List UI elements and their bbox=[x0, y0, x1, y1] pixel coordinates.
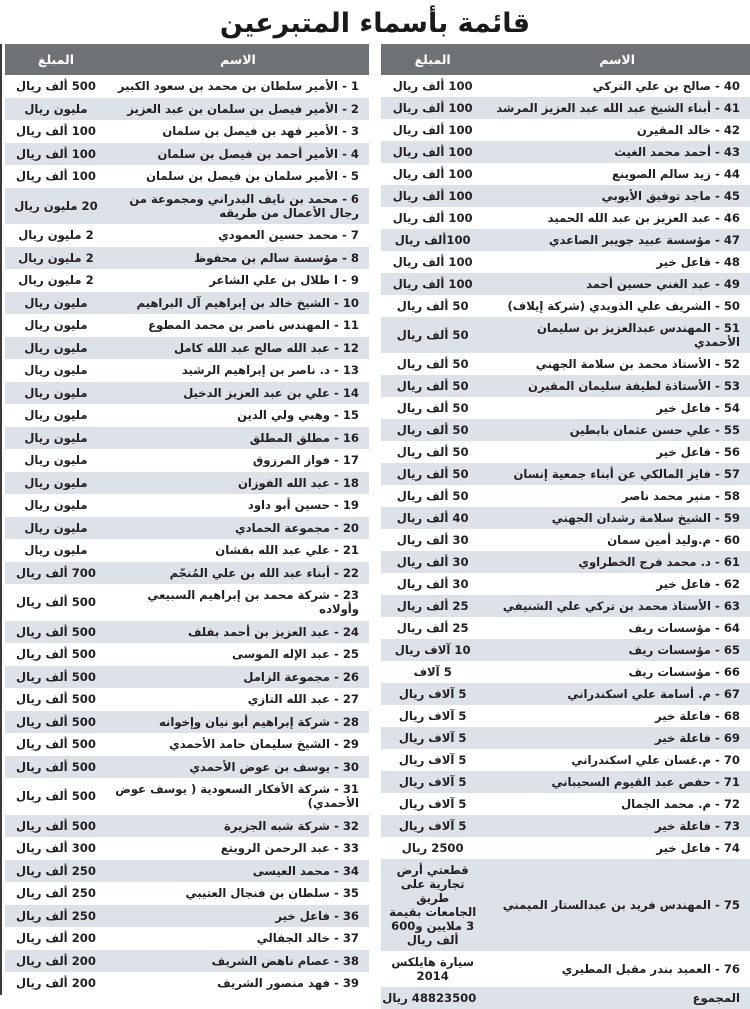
donor-name: 9 - ا طلال بن علي الشاعر bbox=[107, 269, 369, 292]
table-row bbox=[381, 295, 750, 317]
table-row bbox=[5, 837, 369, 860]
donor-name: 74 - فاعل خير bbox=[484, 837, 750, 859]
table-row bbox=[5, 733, 369, 756]
donation-amount: مليون ريال bbox=[5, 382, 107, 405]
donor-name: 36 - فاعل خير bbox=[107, 905, 369, 928]
donor-name: 33 - عبد الرحمن الرويتع bbox=[107, 837, 369, 860]
page-title: قائمة بأسماء المتبرعين bbox=[219, 8, 531, 39]
donors-table-left bbox=[381, 44, 750, 1009]
donation-amount: 200 ألف ريال bbox=[5, 927, 107, 950]
table-row bbox=[5, 188, 369, 225]
table-row bbox=[381, 727, 750, 749]
table-row bbox=[381, 419, 750, 441]
donation-amount: 250 ألف ريال bbox=[5, 905, 107, 928]
donor-name: 14 - علي بن عبد العزيز الدخيل bbox=[107, 382, 369, 405]
donation-amount: 50 ألف ريال bbox=[381, 375, 484, 397]
donation-amount: 250 ألف ريال bbox=[5, 882, 107, 905]
table-row bbox=[381, 771, 750, 793]
donation-amount: 100 ألف ريال bbox=[381, 207, 484, 229]
table-row bbox=[5, 562, 369, 585]
table-row bbox=[381, 353, 750, 375]
table-row bbox=[5, 927, 369, 950]
donor-name: 37 - خالد الجفالي bbox=[107, 927, 369, 950]
donation-amount: 5 آلاف ريال bbox=[381, 771, 484, 793]
donor-name: 59 - الشيخ سلامة رشدان الجهني bbox=[484, 507, 750, 529]
donation-amount: 2 مليون ريال bbox=[5, 269, 107, 292]
donation-amount: مليون ريال bbox=[5, 449, 107, 472]
column-header-name: الاسم bbox=[107, 44, 369, 75]
table-row bbox=[5, 98, 369, 121]
table-row bbox=[381, 793, 750, 815]
donation-amount: 50 ألف ريال bbox=[381, 441, 484, 463]
donation-amount: 25 ألف ريال bbox=[381, 617, 484, 639]
donation-amount: 200 ألف ريال bbox=[5, 950, 107, 973]
table-row bbox=[5, 815, 369, 838]
donation-amount: 500 ألف ريال bbox=[5, 688, 107, 711]
donation-amount: 500 ألف ريال bbox=[5, 756, 107, 779]
right-table-body bbox=[5, 75, 369, 995]
donor-name: 38 - عصام ناهض الشريف bbox=[107, 950, 369, 973]
table-row bbox=[5, 292, 369, 315]
table-row bbox=[381, 859, 750, 951]
donor-name: 47 - مؤسسة عبيد جويبر الصاعدي bbox=[484, 229, 750, 251]
donation-amount: 500 ألف ريال bbox=[5, 621, 107, 644]
donor-name: 44 - زيد سالم الصوينع bbox=[484, 163, 750, 185]
donation-amount: 100 ألف ريال bbox=[381, 141, 484, 163]
donation-amount: 5 آلاف ريال bbox=[381, 749, 484, 771]
donor-name: 31 - شركة الأفكار السعودية ( يوسف عوض الأحمدي) bbox=[107, 778, 369, 815]
table-row bbox=[381, 815, 750, 837]
donor-name: 34 - محمد العيسى bbox=[107, 860, 369, 883]
table-row bbox=[381, 75, 750, 97]
donor-name: 55 - علي حسن عثمان بابطين bbox=[484, 419, 750, 441]
table-row bbox=[381, 317, 750, 353]
donation-amount: 500 ألف ريال bbox=[5, 711, 107, 734]
table-row bbox=[5, 143, 369, 166]
table-row bbox=[5, 860, 369, 883]
donation-amount: 5 آلاف ريال bbox=[381, 727, 484, 749]
donation-amount: 100 ألف ريال bbox=[381, 75, 484, 97]
donor-name: 41 - أبناء الشيخ عبد الله عبد العزيز المرشد bbox=[484, 97, 750, 119]
donor-name: 51 - المهندس عبدالعزيز بن سليمان الأحمدي bbox=[484, 317, 750, 353]
donor-name: 22 - أبناء عبد الله بن علي المُنجّم bbox=[107, 562, 369, 585]
table-row bbox=[5, 247, 369, 270]
donor-name: 29 - الشيخ سليمان حامد الأحمدي bbox=[107, 733, 369, 756]
table-row bbox=[381, 229, 750, 251]
donor-name: 45 - ماجد توفيق الأيوبي bbox=[484, 185, 750, 207]
donation-amount: 5 آلاف ريال bbox=[381, 705, 484, 727]
donation-amount: 50 ألف ريال bbox=[381, 463, 484, 485]
table-row bbox=[381, 141, 750, 163]
donation-amount: 300 ألف ريال bbox=[5, 837, 107, 860]
table-row bbox=[5, 621, 369, 644]
table-row bbox=[5, 643, 369, 666]
donation-amount: 100 ألف ريال bbox=[381, 185, 484, 207]
table-row bbox=[5, 905, 369, 928]
donation-amount: 100 ألف ريال bbox=[381, 251, 484, 273]
table-row bbox=[381, 185, 750, 207]
donation-amount: 5 آلاف bbox=[381, 661, 484, 683]
table-row bbox=[381, 661, 750, 683]
donor-name: 61 - د. محمد فرج الخطراوي bbox=[484, 551, 750, 573]
donor-name: 60 - م.وليد أمين سمان bbox=[484, 529, 750, 551]
donor-name: 54 - فاعل خير bbox=[484, 397, 750, 419]
donor-name: 50 - الشريف علي الذويدي (شركة إيلاف) bbox=[484, 295, 750, 317]
donor-name: 43 - أحمد محمد الغيث bbox=[484, 141, 750, 163]
donation-amount: 50 ألف ريال bbox=[381, 353, 484, 375]
donor-name: 71 - حفص عبد القيوم السحيباني bbox=[484, 771, 750, 793]
donor-name: 26 - مجموعة الزامل bbox=[107, 666, 369, 689]
donor-name: 4 - الأمير أحمد بن فيصل بن سلمان bbox=[107, 143, 369, 166]
donation-amount: 200 ألف ريال bbox=[5, 972, 107, 995]
table-row bbox=[5, 75, 369, 98]
donation-amount: مليون ريال bbox=[5, 359, 107, 382]
table-row bbox=[5, 337, 369, 360]
donor-name: 52 - الأستاذ محمد بن سلامة الجهني bbox=[484, 353, 750, 375]
donation-amount: 100 ألف ريال bbox=[5, 165, 107, 188]
column-header-name: الاسم bbox=[484, 44, 750, 75]
donor-name: 8 - مؤسسة سالم بن محفوظ bbox=[107, 247, 369, 270]
table-row bbox=[381, 507, 750, 529]
table-row bbox=[381, 273, 750, 295]
table-row bbox=[5, 950, 369, 973]
donation-amount: 500 ألف ريال bbox=[5, 733, 107, 756]
donor-name: 62 - فاعل خير bbox=[484, 573, 750, 595]
donor-name: 16 - مطلق المطلق bbox=[107, 427, 369, 450]
donor-name: 39 - فهد منصور الشريف bbox=[107, 972, 369, 995]
donation-amount: سيارة هايلكس 2014 bbox=[381, 951, 484, 987]
table-row bbox=[5, 449, 369, 472]
table-row bbox=[5, 314, 369, 337]
donation-amount: 30 ألف ريال bbox=[381, 573, 484, 595]
table-row bbox=[5, 711, 369, 734]
donor-name: 30 - يوسف بن عوض الأحمدي bbox=[107, 756, 369, 779]
donor-name: 48 - فاعل خير bbox=[484, 251, 750, 273]
donor-name: 17 - فواز المرزوق bbox=[107, 449, 369, 472]
table-row bbox=[381, 485, 750, 507]
table-row bbox=[381, 251, 750, 273]
table-row bbox=[5, 165, 369, 188]
donor-name: 25 - عبد الإله الموسى bbox=[107, 643, 369, 666]
donation-amount: 5 آلاف ريال bbox=[381, 793, 484, 815]
tables-container bbox=[0, 44, 750, 1009]
table-row bbox=[5, 359, 369, 382]
donation-amount: 500 ألف ريال bbox=[5, 778, 107, 815]
donation-amount: 40 ألف ريال bbox=[381, 507, 484, 529]
table-row bbox=[381, 683, 750, 705]
donor-name: 28 - شركة إبراهيم أبو نيان وإخوانه bbox=[107, 711, 369, 734]
donation-amount: 100 ألف ريال bbox=[381, 119, 484, 141]
table-row bbox=[381, 119, 750, 141]
donation-amount: 10 آلاف ريال bbox=[381, 639, 484, 661]
table-row bbox=[381, 551, 750, 573]
donor-name: 57 - فايز المالكي عن أبناء جمعية إنسان bbox=[484, 463, 750, 485]
column-header-amount: المبلغ bbox=[5, 44, 107, 75]
donation-amount: 100 ألف ريال bbox=[381, 273, 484, 295]
table-row bbox=[5, 688, 369, 711]
donor-name: 1 - الأمير سلطان بن محمد بن سعود الكبير bbox=[107, 75, 369, 98]
donation-amount: مليون ريال bbox=[5, 539, 107, 562]
table-header-row bbox=[381, 44, 750, 75]
donor-name: 68 - فاعلة خير bbox=[484, 705, 750, 727]
donor-name: 42 - خالد المقيرن bbox=[484, 119, 750, 141]
donation-amount: مليون ريال bbox=[5, 472, 107, 495]
table-row bbox=[381, 749, 750, 771]
donor-name: 3 - الأمير فهد بن فيصل بن سلمان bbox=[107, 120, 369, 143]
donation-amount: 30 ألف ريال bbox=[381, 529, 484, 551]
donor-name: 70 - م.غسان علي اسكندراني bbox=[484, 749, 750, 771]
donor-name: 76 - العميد بندر مقبل المطيري bbox=[484, 951, 750, 987]
table-row bbox=[5, 120, 369, 143]
donation-amount: مليون ريال bbox=[5, 517, 107, 540]
total-label: المجموع bbox=[484, 987, 750, 1009]
donation-amount: مليون ريال bbox=[5, 314, 107, 337]
donation-amount: 50 ألف ريال bbox=[381, 397, 484, 419]
column-header-amount: المبلغ bbox=[381, 44, 484, 75]
donation-amount: مليون ريال bbox=[5, 494, 107, 517]
donor-name: 69 - فاعلة خير bbox=[484, 727, 750, 749]
donation-amount: 20 مليون ريال bbox=[5, 188, 107, 225]
table-row bbox=[5, 427, 369, 450]
donor-name: 21 - علي عبد الله بقشان bbox=[107, 539, 369, 562]
donor-name: 58 - منير محمد ناصر bbox=[484, 485, 750, 507]
donor-name: 5 - الأمير سلمان بن فيصل بن سلمان bbox=[107, 165, 369, 188]
donor-name: 7 - محمد حسين العمودي bbox=[107, 224, 369, 247]
right-table-column bbox=[0, 44, 369, 995]
donor-name: 66 - مؤسسات ريف bbox=[484, 661, 750, 683]
donor-name: 40 - صالح بن علي التركي bbox=[484, 75, 750, 97]
left-table-body bbox=[381, 75, 750, 1009]
donor-name: 10 - الشيخ خالد بن إبراهيم آل البراهيم bbox=[107, 292, 369, 315]
donation-amount: مليون ريال bbox=[5, 292, 107, 315]
table-row bbox=[5, 517, 369, 540]
donation-amount: 100 ألف ريال bbox=[381, 97, 484, 119]
table-row bbox=[5, 472, 369, 495]
table-row bbox=[5, 756, 369, 779]
donation-amount: 25 ألف ريال bbox=[381, 595, 484, 617]
total-row bbox=[381, 987, 750, 1009]
donation-amount: 500 ألف ريال bbox=[5, 584, 107, 621]
table-row bbox=[5, 539, 369, 562]
total-amount: 48823500 ريال bbox=[381, 987, 484, 1009]
donation-amount: 700 ألف ريال bbox=[5, 562, 107, 585]
donor-name: 53 - الأستاذة لطيفة سليمان المقيرن bbox=[484, 375, 750, 397]
donor-name: 24 - عبد العزيز بن أحمد بفلف bbox=[107, 621, 369, 644]
table-header-row bbox=[5, 44, 369, 75]
donation-amount: 100 ألف ريال bbox=[5, 143, 107, 166]
donation-amount: 30 ألف ريال bbox=[381, 551, 484, 573]
table-row bbox=[381, 529, 750, 551]
donor-name: 11 - المهندس ناصر بن محمد المطوع bbox=[107, 314, 369, 337]
donor-name: 67 - م. أسامة علي اسكندراني bbox=[484, 683, 750, 705]
donation-amount: مليون ريال bbox=[5, 337, 107, 360]
donation-amount: 50 ألف ريال bbox=[381, 419, 484, 441]
table-row bbox=[381, 573, 750, 595]
donation-amount: قطعتي أرض تجارية على طريق الجامعات بقيمة 3 ملايين و600 ألف ريال bbox=[381, 859, 484, 951]
donation-amount: مليون ريال bbox=[5, 404, 107, 427]
table-row bbox=[5, 972, 369, 995]
table-row bbox=[5, 494, 369, 517]
table-row bbox=[5, 382, 369, 405]
donor-name: 49 - عبد الغني حسين أحمد bbox=[484, 273, 750, 295]
donation-amount: 2500 ريال bbox=[381, 837, 484, 859]
table-row bbox=[381, 97, 750, 119]
donor-name: 35 - سلطان بن فنجال العتيبي bbox=[107, 882, 369, 905]
donor-name: 64 - مؤسسات ريف bbox=[484, 617, 750, 639]
donor-name: 63 - الأستاذ محمد بن تركي علي الشنيفي bbox=[484, 595, 750, 617]
table-row bbox=[5, 666, 369, 689]
table-row bbox=[5, 404, 369, 427]
donation-amount: 50 ألف ريال bbox=[381, 317, 484, 353]
donor-name: 27 - عبد الله التازي bbox=[107, 688, 369, 711]
donation-amount: 5 آلاف ريال bbox=[381, 815, 484, 837]
donation-amount: 100 ألف ريال bbox=[5, 120, 107, 143]
donation-amount: 500 ألف ريال bbox=[5, 666, 107, 689]
donor-name: 18 - عبد الله الفوزان bbox=[107, 472, 369, 495]
table-row bbox=[381, 951, 750, 987]
donation-amount: 2 مليون ريال bbox=[5, 247, 107, 270]
table-row bbox=[381, 397, 750, 419]
donation-amount: 2 مليون ريال bbox=[5, 224, 107, 247]
donation-amount: 500 ألف ريال bbox=[5, 815, 107, 838]
donation-amount: 500 ألف ريال bbox=[5, 75, 107, 98]
table-row bbox=[381, 163, 750, 185]
donation-amount: 500 ألف ريال bbox=[5, 643, 107, 666]
donor-name: 72 - م. محمد الجمال bbox=[484, 793, 750, 815]
table-row bbox=[381, 375, 750, 397]
table-row bbox=[381, 441, 750, 463]
table-row bbox=[381, 617, 750, 639]
table-row bbox=[5, 778, 369, 815]
donor-name: 73 - فاعلة خير bbox=[484, 815, 750, 837]
donor-name: 23 - شركة محمد بن إبراهيم السبيعي وأولاده bbox=[107, 584, 369, 621]
table-row bbox=[5, 584, 369, 621]
table-row bbox=[381, 207, 750, 229]
donor-name: 65 - مؤسسات ريف bbox=[484, 639, 750, 661]
donors-table-right bbox=[5, 44, 369, 995]
donation-amount: مليون ريال bbox=[5, 98, 107, 121]
table-row bbox=[5, 269, 369, 292]
donor-name: 19 - حسين أبو داود bbox=[107, 494, 369, 517]
table-row bbox=[5, 882, 369, 905]
donor-name: 13 - د. ناصر بن إبراهيم الرشيد bbox=[107, 359, 369, 382]
donor-name: 32 - شركة شبه الجزيرة bbox=[107, 815, 369, 838]
donation-amount: 100 ألف ريال bbox=[381, 163, 484, 185]
table-row bbox=[381, 705, 750, 727]
donor-name: 56 - فاعل خير bbox=[484, 441, 750, 463]
donor-name: 20 - مجموعة الحمادي bbox=[107, 517, 369, 540]
donor-name: 2 - الأمير فيصل بن سلمان بن عبد العزيز bbox=[107, 98, 369, 121]
donor-name: 46 - عبد العزيز بن عبد الله الحميد bbox=[484, 207, 750, 229]
table-row bbox=[381, 837, 750, 859]
table-row bbox=[5, 224, 369, 247]
left-table-column bbox=[381, 44, 750, 1009]
donor-name: 15 - وهبي ولي الدين bbox=[107, 404, 369, 427]
donation-amount: 50 ألف ريال bbox=[381, 485, 484, 507]
donation-amount: 250 ألف ريال bbox=[5, 860, 107, 883]
donation-amount: 50 ألف ريال bbox=[381, 295, 484, 317]
table-row bbox=[381, 463, 750, 485]
donor-name: 75 - المهندس فريد بن عبدالستار الميمني bbox=[484, 859, 750, 951]
donor-name: 6 - محمد بن نايف البدراني ومجموعة من رجال الأعمال من طريقه bbox=[107, 188, 369, 225]
donor-name: 12 - عبد الله صالح عبد الله كامل bbox=[107, 337, 369, 360]
donation-amount: 5 آلاف ريال bbox=[381, 683, 484, 705]
donation-amount: 100ألف ريال bbox=[381, 229, 484, 251]
table-row bbox=[381, 595, 750, 617]
donation-amount: مليون ريال bbox=[5, 427, 107, 450]
table-row bbox=[381, 639, 750, 661]
